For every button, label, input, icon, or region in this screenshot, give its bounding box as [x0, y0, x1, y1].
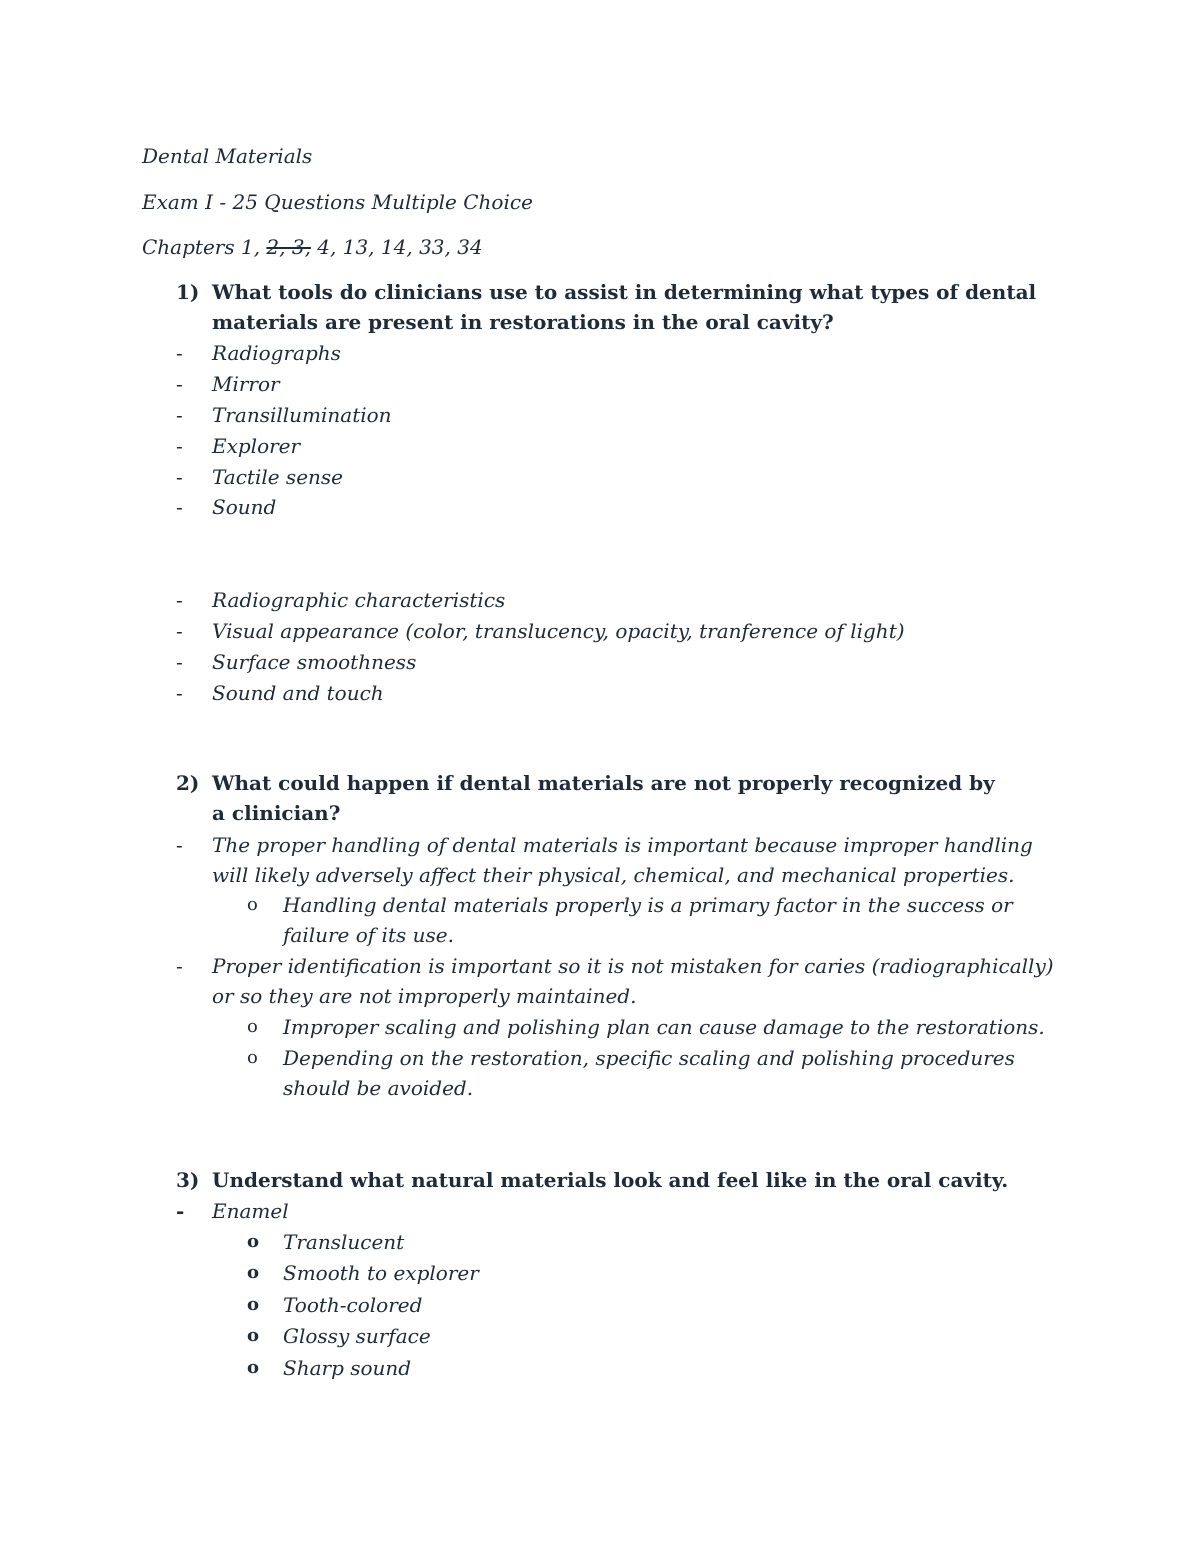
chapters-prefix: Chapters 1,: [142, 235, 267, 259]
q3-topic: Enamel: [212, 1199, 289, 1223]
circle-bullet: o: [247, 1325, 260, 1346]
q2-point: Proper identification is important so it is not mistaken for caries (radiographically) or so they are not improperly maintained.: [212, 954, 1054, 1008]
circle-bullet: o: [247, 894, 258, 915]
chapters-struck: 2, 3,: [266, 235, 311, 259]
exam-info: Exam I - 25 Questions Multiple Choice: [142, 190, 533, 214]
q1-tool-item: Radiographs: [212, 341, 341, 365]
question-1-number: 1): [176, 280, 200, 304]
q2-sub-point: Depending on the restoration, specific scaling and polishing procedures should be avoided.: [283, 1046, 1015, 1100]
q1-tool-item: Mirror: [212, 372, 280, 396]
chapters-line: [142, 235, 483, 259]
q1-tool-item: Explorer: [212, 434, 301, 458]
q1-characteristic-item: Surface smoothness: [212, 650, 417, 674]
q1-characteristic-item: Radiographic characteristics: [212, 588, 506, 612]
q1-tool-item: Transillumination: [212, 403, 392, 427]
chapters-suffix: 4, 13, 14, 33, 34: [310, 235, 483, 259]
q3-sub-item: Sharp sound: [283, 1356, 412, 1380]
q1-tool-item: Tactile sense: [212, 465, 344, 489]
dash-bullet: -: [176, 588, 183, 612]
circle-bullet: o: [247, 1016, 258, 1037]
question-2-number: 2): [176, 771, 200, 795]
q3-sub-item: Translucent: [283, 1230, 405, 1254]
dash-bullet: -: [176, 954, 183, 978]
dash-bullet: -: [176, 434, 183, 458]
question-2-text: What could happen if dental materials are not properly recognized by a clinician?: [212, 771, 995, 825]
dash-bullet: -: [176, 341, 183, 365]
circle-bullet: o: [247, 1357, 260, 1378]
q1-characteristic-item: Sound and touch: [212, 681, 384, 705]
dash-bullet: -: [176, 495, 183, 519]
q1-characteristic-item: Visual appearance (color, translucency, opacity, tranference of light): [212, 619, 905, 643]
circle-bullet: o: [247, 1047, 258, 1068]
q1-tool-item: Sound: [212, 495, 277, 519]
dash-bullet: -: [176, 833, 183, 857]
circle-bullet: o: [247, 1262, 260, 1283]
question-3-text: Understand what natural materials look and feel like in the oral cavity.: [212, 1168, 1009, 1192]
q2-sub-point: Improper scaling and polishing plan can cause damage to the restorations.: [283, 1015, 1045, 1039]
dash-bullet: -: [176, 465, 183, 489]
dash-bullet: -: [176, 372, 183, 396]
dash-bullet: -: [176, 681, 183, 705]
q3-sub-item: Smooth to explorer: [283, 1261, 479, 1285]
question-1-text: What tools do clinicians use to assist in determining what types of dental materials are present in restorations in the oral cavity?: [212, 280, 1037, 334]
q3-sub-item: Glossy surface: [283, 1324, 431, 1348]
q2-sub-point: Handling dental materials properly is a primary factor in the success or failure of its use.: [283, 893, 1013, 947]
dash-bullet: -: [176, 619, 183, 643]
circle-bullet: o: [247, 1231, 260, 1252]
question-3-number: 3): [176, 1168, 200, 1192]
circle-bullet: o: [247, 1294, 260, 1315]
q2-point: The proper handling of dental materials is important because improper handling will likely adversely affect their physical, chemical, and mechanical properties.: [212, 833, 1033, 887]
document-title: Dental Materials: [142, 144, 313, 168]
dash-bullet: -: [176, 403, 183, 427]
q3-sub-item: Tooth-colored: [283, 1293, 423, 1317]
dash-bullet: -: [176, 650, 183, 674]
dash-bullet: -: [176, 1199, 185, 1223]
